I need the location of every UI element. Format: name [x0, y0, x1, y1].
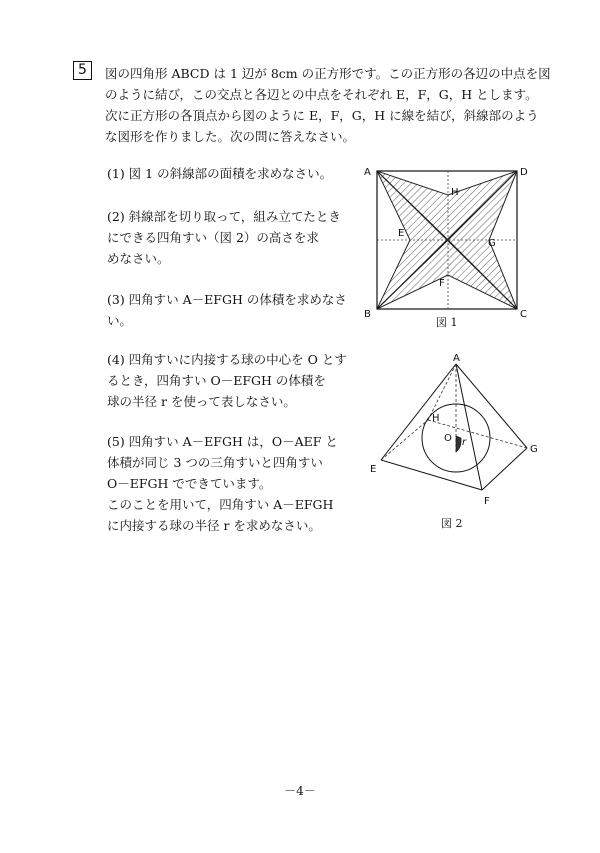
edge-ah — [428, 364, 456, 420]
edge-af — [456, 364, 482, 490]
question-2 — [107, 206, 341, 269]
question-line: るとき，四角すい O－EFGH の体積を — [107, 373, 326, 388]
question-1 — [107, 163, 332, 184]
question-line: (4) 四角すいに内接する球の中心を O とす — [107, 352, 347, 367]
edge-fg — [482, 448, 527, 490]
question-line: (2) 斜線部を切り取って，組み立てたとき — [107, 209, 341, 224]
question-line: O－EFGH でできています。 — [107, 476, 272, 491]
question-line: に内接する球の半径 r を求めなさい。 — [107, 518, 321, 533]
label-f: F — [439, 278, 445, 289]
label-e: E — [398, 228, 405, 239]
question-line: (5) 四角すい A－EFGH は，O－AEF と — [107, 434, 338, 449]
problem-intro — [105, 63, 551, 147]
page-number: －4－ — [284, 784, 316, 798]
intro-line: な図形を作りました。次の問に答えなさい。 — [105, 129, 356, 144]
question-line: (3) 四角すい A－EFGH の体積を求めなさ — [107, 292, 347, 307]
label-g: G — [488, 238, 496, 249]
label-d: D — [520, 167, 528, 178]
label-o: O — [444, 433, 452, 444]
radius-marker — [456, 436, 461, 452]
intro-line: のように結び，この交点と各辺との中点をそれぞれ E，F，G，H とします。 — [105, 87, 538, 102]
label-b: B — [364, 309, 371, 320]
label-g: G — [530, 444, 538, 455]
problem-number: 5 — [73, 61, 92, 80]
label-a: A — [453, 353, 460, 364]
question-line: い。 — [107, 313, 133, 328]
edge-ef — [381, 460, 482, 490]
question-line: にできる四角すい（図 2）の高さを求 — [107, 230, 319, 245]
question-3 — [107, 289, 347, 331]
question-line: 球の半径 r を使って表しなさい。 — [107, 394, 296, 409]
question-line: (1) 図 1 の斜線部の面積を求めなさい。 — [107, 166, 333, 181]
label-r: r — [462, 437, 467, 448]
figure-1-caption: 図 1 — [436, 316, 458, 329]
edge-ae — [381, 364, 456, 460]
label-h: H — [451, 187, 459, 198]
label-a: A — [364, 167, 371, 178]
question-line: 体積が同じ 3 つの三角すいと四角すい — [107, 455, 323, 470]
edge-eh — [381, 420, 428, 460]
label-c: C — [520, 309, 527, 320]
question-line: めなさい。 — [107, 251, 170, 266]
question-line: このことを用いて，四角すい A－EFGH — [107, 497, 334, 512]
intro-line: 次に正方形の各頂点から図のように E，F，G，H に線を結び，斜線部のよう — [105, 108, 539, 123]
edge-hg — [428, 420, 527, 448]
label-h: H — [432, 413, 440, 424]
intro-line: 図の四角形 ABCD は 1 辺が 8cm の正方形です。この正方形の各辺の中点を図 — [105, 66, 551, 81]
figure-1 — [355, 158, 545, 338]
figure-2 — [360, 348, 545, 538]
label-e: E — [370, 464, 377, 475]
figure-2-caption: 図 2 — [441, 517, 463, 530]
label-f: F — [484, 496, 490, 507]
question-4 — [107, 349, 347, 412]
question-5 — [107, 431, 338, 536]
